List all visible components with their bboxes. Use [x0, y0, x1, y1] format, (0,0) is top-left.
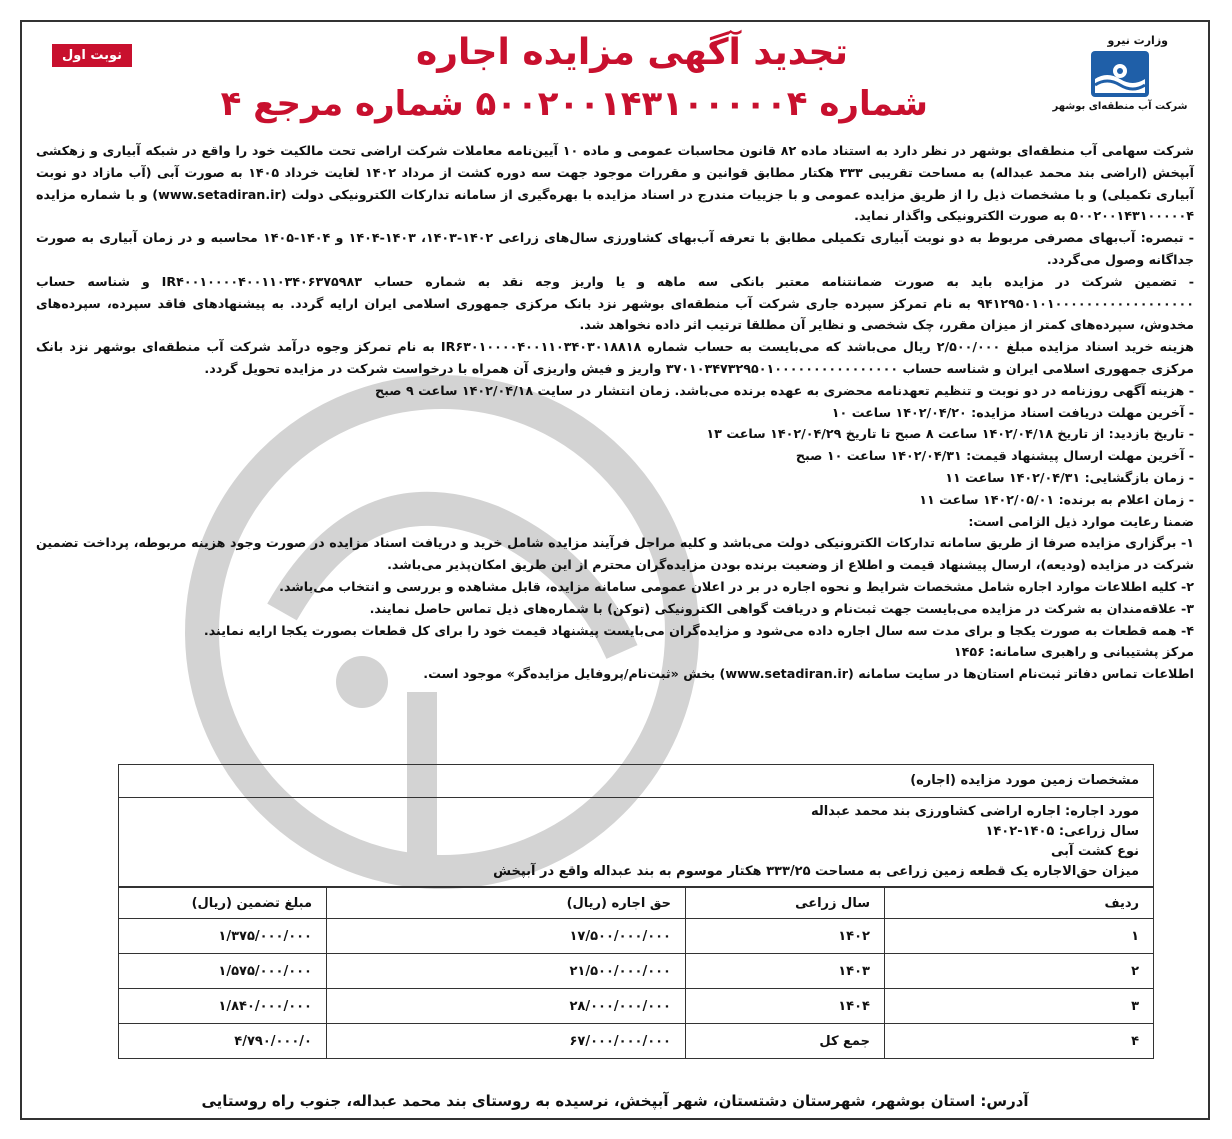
- notice-frame: [20, 20, 1210, 1120]
- paragraph: - تبصره: آب‌بهای مصرفی مربوط به دو نوبت آبیاری تکمیلی مطابق با تعرفه آب‌بهای کشاورزی سال‌های زراعی ۱۴۰۲-۱۴۰۳، ۱۴۰۳-۱۴۰۴ و ۱۴۰۴-۱۴۰۵ محاسبه و در زمان آبیاری به صورت جداگانه وصول می‌گردد.: [36, 230, 1194, 267]
- table-cell: ۶۷/۰۰۰/۰۰۰/۰۰۰: [327, 1024, 686, 1059]
- paragraph: ۱- برگزاری مزایده صرفا از طریق سامانه تدارکات الکترونیکی دولت می‌باشد و کلیه مراحل فرآیند مزایده شامل خرید و دریافت اسناد مزایده در صورت وجود هزینه مربوطه، پرداخت تضمین شرکت در مزایده (ودیعه)، ارسال پیشنهاد قیمت و اطلاع از وضعیت برنده بودن مزایده‌گران محترم از این طریق امکان‌پذیر می‌باشد.: [36, 535, 1194, 573]
- desc-line: میزان حق‌الاجاره یک قطعه زمین زراعی به مساحت ۳۳۳/۲۵ هکتار موسوم به بند عبداله واقع در آبپخش: [493, 864, 1139, 879]
- desc-line: سال زراعی: ۱۴۰۵-۱۴۰۲: [985, 824, 1139, 839]
- desc-line: مورد اجاره: اجاره اراضی کشاورزی بند محمد عبداله: [811, 804, 1139, 819]
- lease-table: [118, 764, 1154, 1059]
- table-cell: ۱: [885, 919, 1154, 954]
- water-logo-icon: [1089, 49, 1151, 99]
- table-title: مشخصات زمین مورد مزایده (اجاره): [118, 764, 1154, 798]
- paragraph: ۴- همه قطعات به صورت یکجا و برای مدت سه سال اجاره داده می‌شود و مزایده‌گران می‌بایست پیشنهاد قیمت خود را برای کل قطعات بصورت یکجا ارایه نمایند.: [203, 622, 1194, 638]
- table-row: [119, 989, 1154, 1024]
- paragraph: هزینه خرید اسناد مزایده مبلغ ۲/۵۰۰/۰۰۰ ریال می‌باشد که می‌بایست به حساب شماره IR۶۳۰۱۰۰۰۰۴۰۰۱۱۰۳۴۰۳۰۱۸۸۱۸ به نام تمرکز وجوه درآمد شرکت آب منطقه‌ای بوشهر نزد بانک مرکزی جمهوری اسلامی ایران و شناسه حساب ۳۷۰۱۰۳۴۷۳۲۹۵۰۱۰۰۰۰۰۰۰۰۰۰۰۰۰۰۰۰ واریز و فیش واریزی آن همراه با درخواست شرکت در مزایده تحویل گردد.: [36, 339, 1194, 376]
- company-logo: [1050, 34, 1190, 112]
- notice-body: [36, 140, 1194, 685]
- paragraph: - آخرین مهلت ارسال پیشنهاد قیمت: ۱۴۰۲/۰۴/۳۱ ساعت ۱۰ صبح: [795, 448, 1194, 464]
- paragraph: - آخرین مهلت دریافت اسناد مزایده: ۱۴۰۲/۰۴/۲۰ ساعت ۱۰: [831, 404, 1194, 420]
- lease-data-table: [118, 887, 1154, 1059]
- company-name: شرکت آب منطقه‌ای بوشهر: [1052, 101, 1188, 112]
- table-header-row: [119, 888, 1154, 919]
- paragraph: ۲- کلیه اطلاعات موارد اجاره شامل مشخصات شرایط و نحوه اجاره در بر در اعلان عمومی سامانه مزایده، قابل مشاهده و بررسی و انتخاب می‌باشد.: [279, 578, 1194, 594]
- column-header: سال زراعی: [686, 888, 885, 919]
- table-description: [118, 798, 1154, 887]
- table-cell: ۱/۳۷۵/۰۰۰/۰۰۰: [119, 919, 327, 954]
- table-cell: ۲۸/۰۰۰/۰۰۰/۰۰۰: [327, 989, 686, 1024]
- table-cell: ۴: [885, 1024, 1154, 1059]
- table-cell: ۳: [885, 989, 1154, 1024]
- table-cell: ۲: [885, 954, 1154, 989]
- column-header: حق اجاره (ریال): [327, 888, 686, 919]
- table-cell: ۱۴۰۳: [686, 954, 885, 989]
- paragraph: شرکت سهامی آب منطقه‌ای بوشهر در نظر دارد به استناد ماده ۸۲ قانون محاسبات عمومی و ماده ۱۰ آیین‌نامه معاملات شرکت اراضی تحت مالکیت خود را واقع در شبکه آبیاری و زهکشی آبپخش (اراضی بند محمد عبداله) به مساحت تقریبی ۳۳۳ هکتار مطابق قوانین و مقررات موجود جهت سه دوره کشت از مرداد ۱۴۰۲ لغایت خرداد ۱۴۰۵ به صورت آبی (آب مازاد دو نوبت آبیاری تکمیلی) و با مشخصات ذیل را از طریق مزایده عمومی و با جزییات مندرج در اسناد مزایده با بهره‌گیری از سامانه تدارکات الکترونیکی دولت (www.setadiran.ir) و با شماره مزایده ۵۰۰۲۰۰۱۴۳۱۰۰۰۰۰۴ به صورت الکترونیکی واگذار نماید.: [36, 143, 1195, 224]
- column-header: مبلغ تضمین (ریال): [119, 888, 327, 919]
- column-header: ردیف: [885, 888, 1154, 919]
- table-row: [119, 919, 1154, 954]
- address-line: آدرس: استان بوشهر، شهرستان دشتستان، شهر آبپخش، نرسیده به روستای بند محمد عبداله، جنوب راه روستایی: [201, 1092, 1029, 1110]
- paragraph: ۳- علاقه‌مندان به شرکت در مزایده می‌بایست جهت ثبت‌نام و دریافت گواهی الکترونیکی (توکن) با شماره‌های ذیل تماس حاصل نمایند.: [369, 600, 1194, 616]
- notice-round-badge: نوبت اول: [52, 44, 132, 67]
- table-cell: ۱/۸۴۰/۰۰۰/۰۰۰: [119, 989, 327, 1024]
- paragraph: - تضمین شرکت در مزایده باید به صورت ضمانتنامه معتبر بانکی سه ماهه و یا واریز وجه نقد به شماره حساب IR۴۰۰۱۰۰۰۰۴۰۰۱۱۰۳۴۰۶۳۷۵۹۸۳ و شناسه حساب ۹۴۱۲۹۵۰۱۰۱۰۰۰۰۰۰۰۰۰۰۰۰۰۰۰۰۰۰ به نام تمرکز سپرده جاری شرکت آب منطقه‌ای بوشهر نزد بانک مرکزی جمهوری اسلامی ایران ارایه گردد. به پیشنهادهای فاقد سپرده، سپرده‌های مخدوش، سپرده‌های کمتر از میزان مقرر، چک شخصی و نظایر آن مطلقا ترتیب اثر داده نخواهد شد.: [36, 273, 1195, 333]
- paragraph: اطلاعات تماس دفاتر ثبت‌نام استان‌ها در سایت سامانه (www.setadiran.ir) بخش «ثبت‌نام/پروفایل مزایده‌گر» موجود است.: [423, 666, 1194, 682]
- desc-line: نوع کشت آبی: [1050, 844, 1139, 859]
- table-cell: ۱۷/۵۰۰/۰۰۰/۰۰۰: [327, 919, 686, 954]
- paragraph: - تاریخ بازدید: از تاریخ ۱۴۰۲/۰۴/۱۸ ساعت ۸ صبح تا تاریخ ۱۴۰۲/۰۴/۲۹ ساعت ۱۳: [706, 426, 1194, 442]
- paragraph: - زمان اعلام به برنده: ۱۴۰۲/۰۵/۰۱ ساعت ۱۱: [919, 491, 1194, 507]
- table-cell: ۱۴۰۲: [686, 919, 885, 954]
- notice-number: شماره ۵۰۰۲۰۰۱۴۳۱۰۰۰۰۰۴ شماره مرجع ۴: [220, 84, 928, 124]
- table-cell: ۲۱/۵۰۰/۰۰۰/۰۰۰: [327, 954, 686, 989]
- table-row-total: [119, 1024, 1154, 1059]
- paragraph: - زمان بازگشایی: ۱۴۰۲/۰۴/۳۱ ساعت ۱۱: [945, 469, 1194, 485]
- paragraph: - هزینه آگهی روزنامه در دو نوبت و تنظیم تعهدنامه محضری به عهده برنده می‌باشد. زمان انتشار در سایت ۱۴۰۲/۰۴/۱۸ ساعت ۹ صبح: [374, 382, 1194, 398]
- table-row: [119, 954, 1154, 989]
- paragraph: ضمنا رعایت موارد ذیل الزامی است:: [968, 513, 1194, 529]
- notice-title: تجدید آگهی مزایده اجاره: [416, 32, 848, 73]
- table-cell: ۱۴۰۴: [686, 989, 885, 1024]
- table-cell: ۱/۵۷۵/۰۰۰/۰۰۰: [119, 954, 327, 989]
- table-cell: جمع کل: [686, 1024, 885, 1059]
- table-cell: ۴/۷۹۰/۰۰۰/۰: [119, 1024, 327, 1059]
- ministry-name: وزارت نیرو: [1107, 34, 1168, 47]
- paragraph: مرکز پشتیبانی و راهبری سامانه: ۱۴۵۶: [953, 644, 1194, 660]
